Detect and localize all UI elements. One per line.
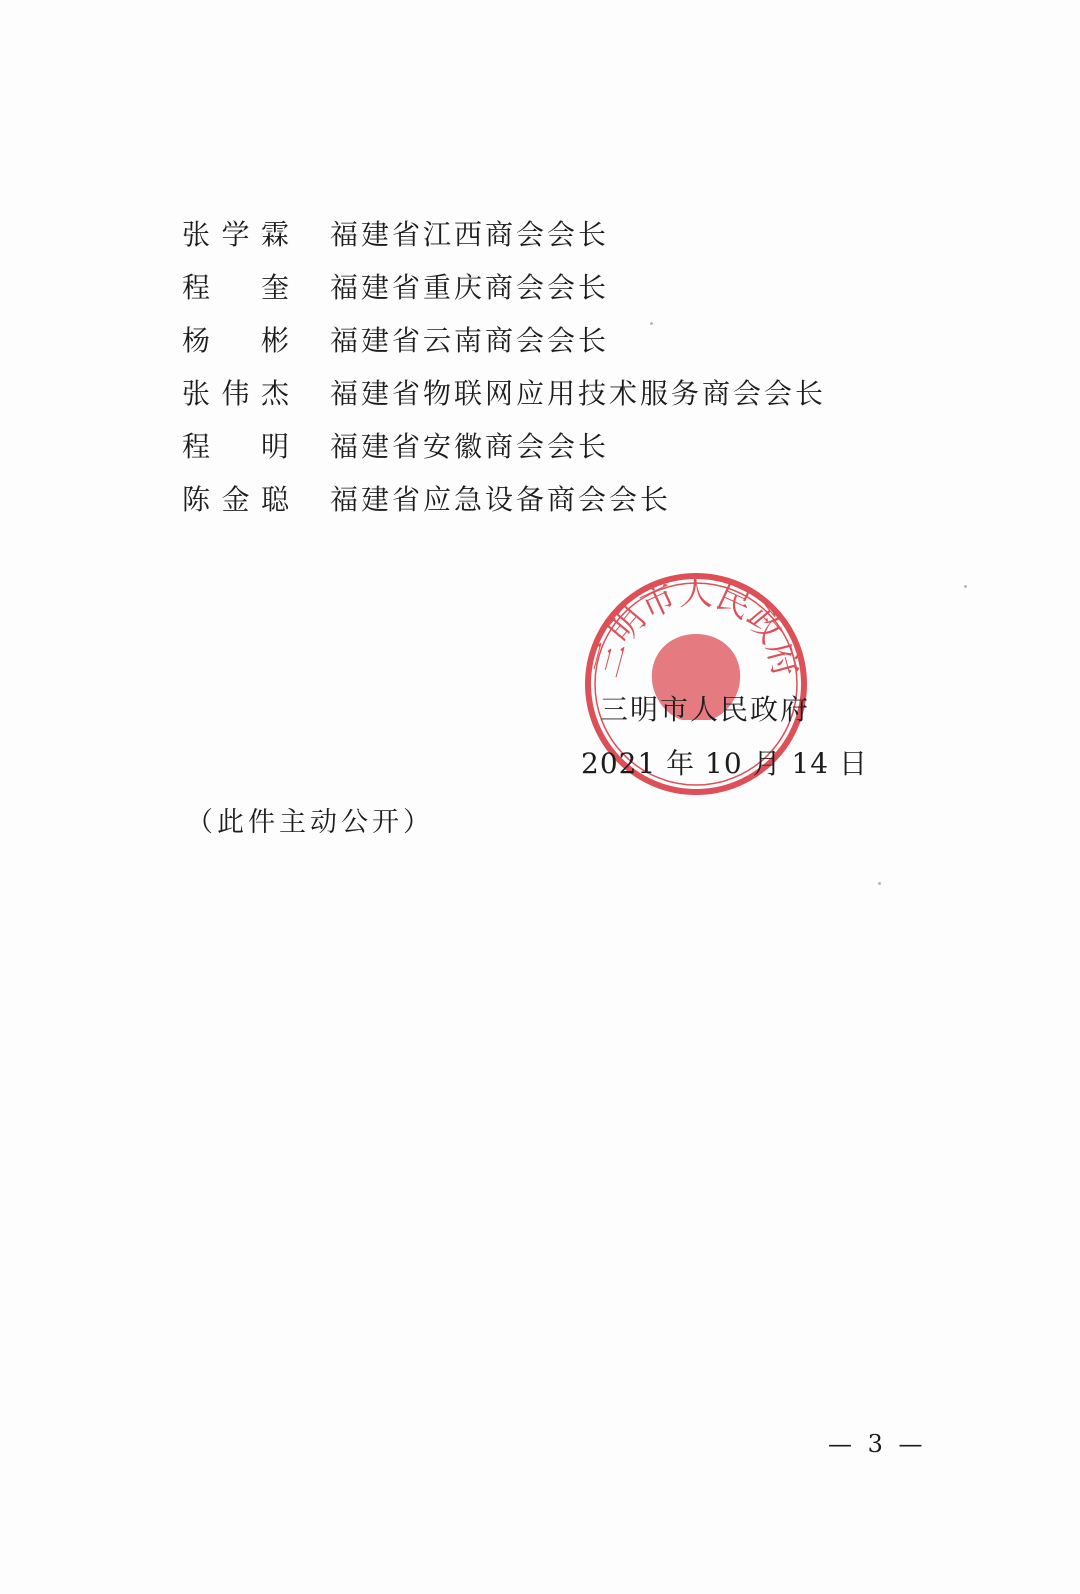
member-row xyxy=(182,420,882,473)
member-name: 张伟杰 xyxy=(182,377,292,410)
member-name: 陈金聪 xyxy=(182,483,292,516)
member-row xyxy=(182,261,882,314)
member-title: 福建省物联网应用技术服务商会会长 xyxy=(330,377,827,410)
member-row xyxy=(182,473,882,526)
page-number: — 3 — xyxy=(828,1430,927,1458)
scan-speck xyxy=(878,882,881,885)
member-name: 程明 xyxy=(182,430,292,463)
member-row xyxy=(182,367,882,420)
member-name: 杨彬 xyxy=(182,324,292,357)
issuer-name: 三明市人民政府 xyxy=(600,693,811,726)
member-title: 福建省重庆商会会长 xyxy=(330,271,610,304)
scan-speck xyxy=(650,322,653,325)
member-name: 程奎 xyxy=(182,271,292,304)
member-name: 张学霖 xyxy=(182,218,292,251)
member-list xyxy=(182,208,882,526)
member-title: 福建省安徽商会会长 xyxy=(330,430,610,463)
member-title: 福建省云南商会会长 xyxy=(330,324,610,357)
seal-lettering: 三明市人民政府 xyxy=(586,573,806,682)
scan-speck xyxy=(964,585,967,588)
public-disclosure-note: （此件主动公开） xyxy=(186,807,434,838)
member-row xyxy=(182,314,882,367)
member-title: 福建省江西商会会长 xyxy=(330,218,610,251)
issue-date: 2021 年 10 月 14 日 xyxy=(581,747,869,780)
member-row xyxy=(182,208,882,261)
member-title: 福建省应急设备商会会长 xyxy=(330,483,672,516)
